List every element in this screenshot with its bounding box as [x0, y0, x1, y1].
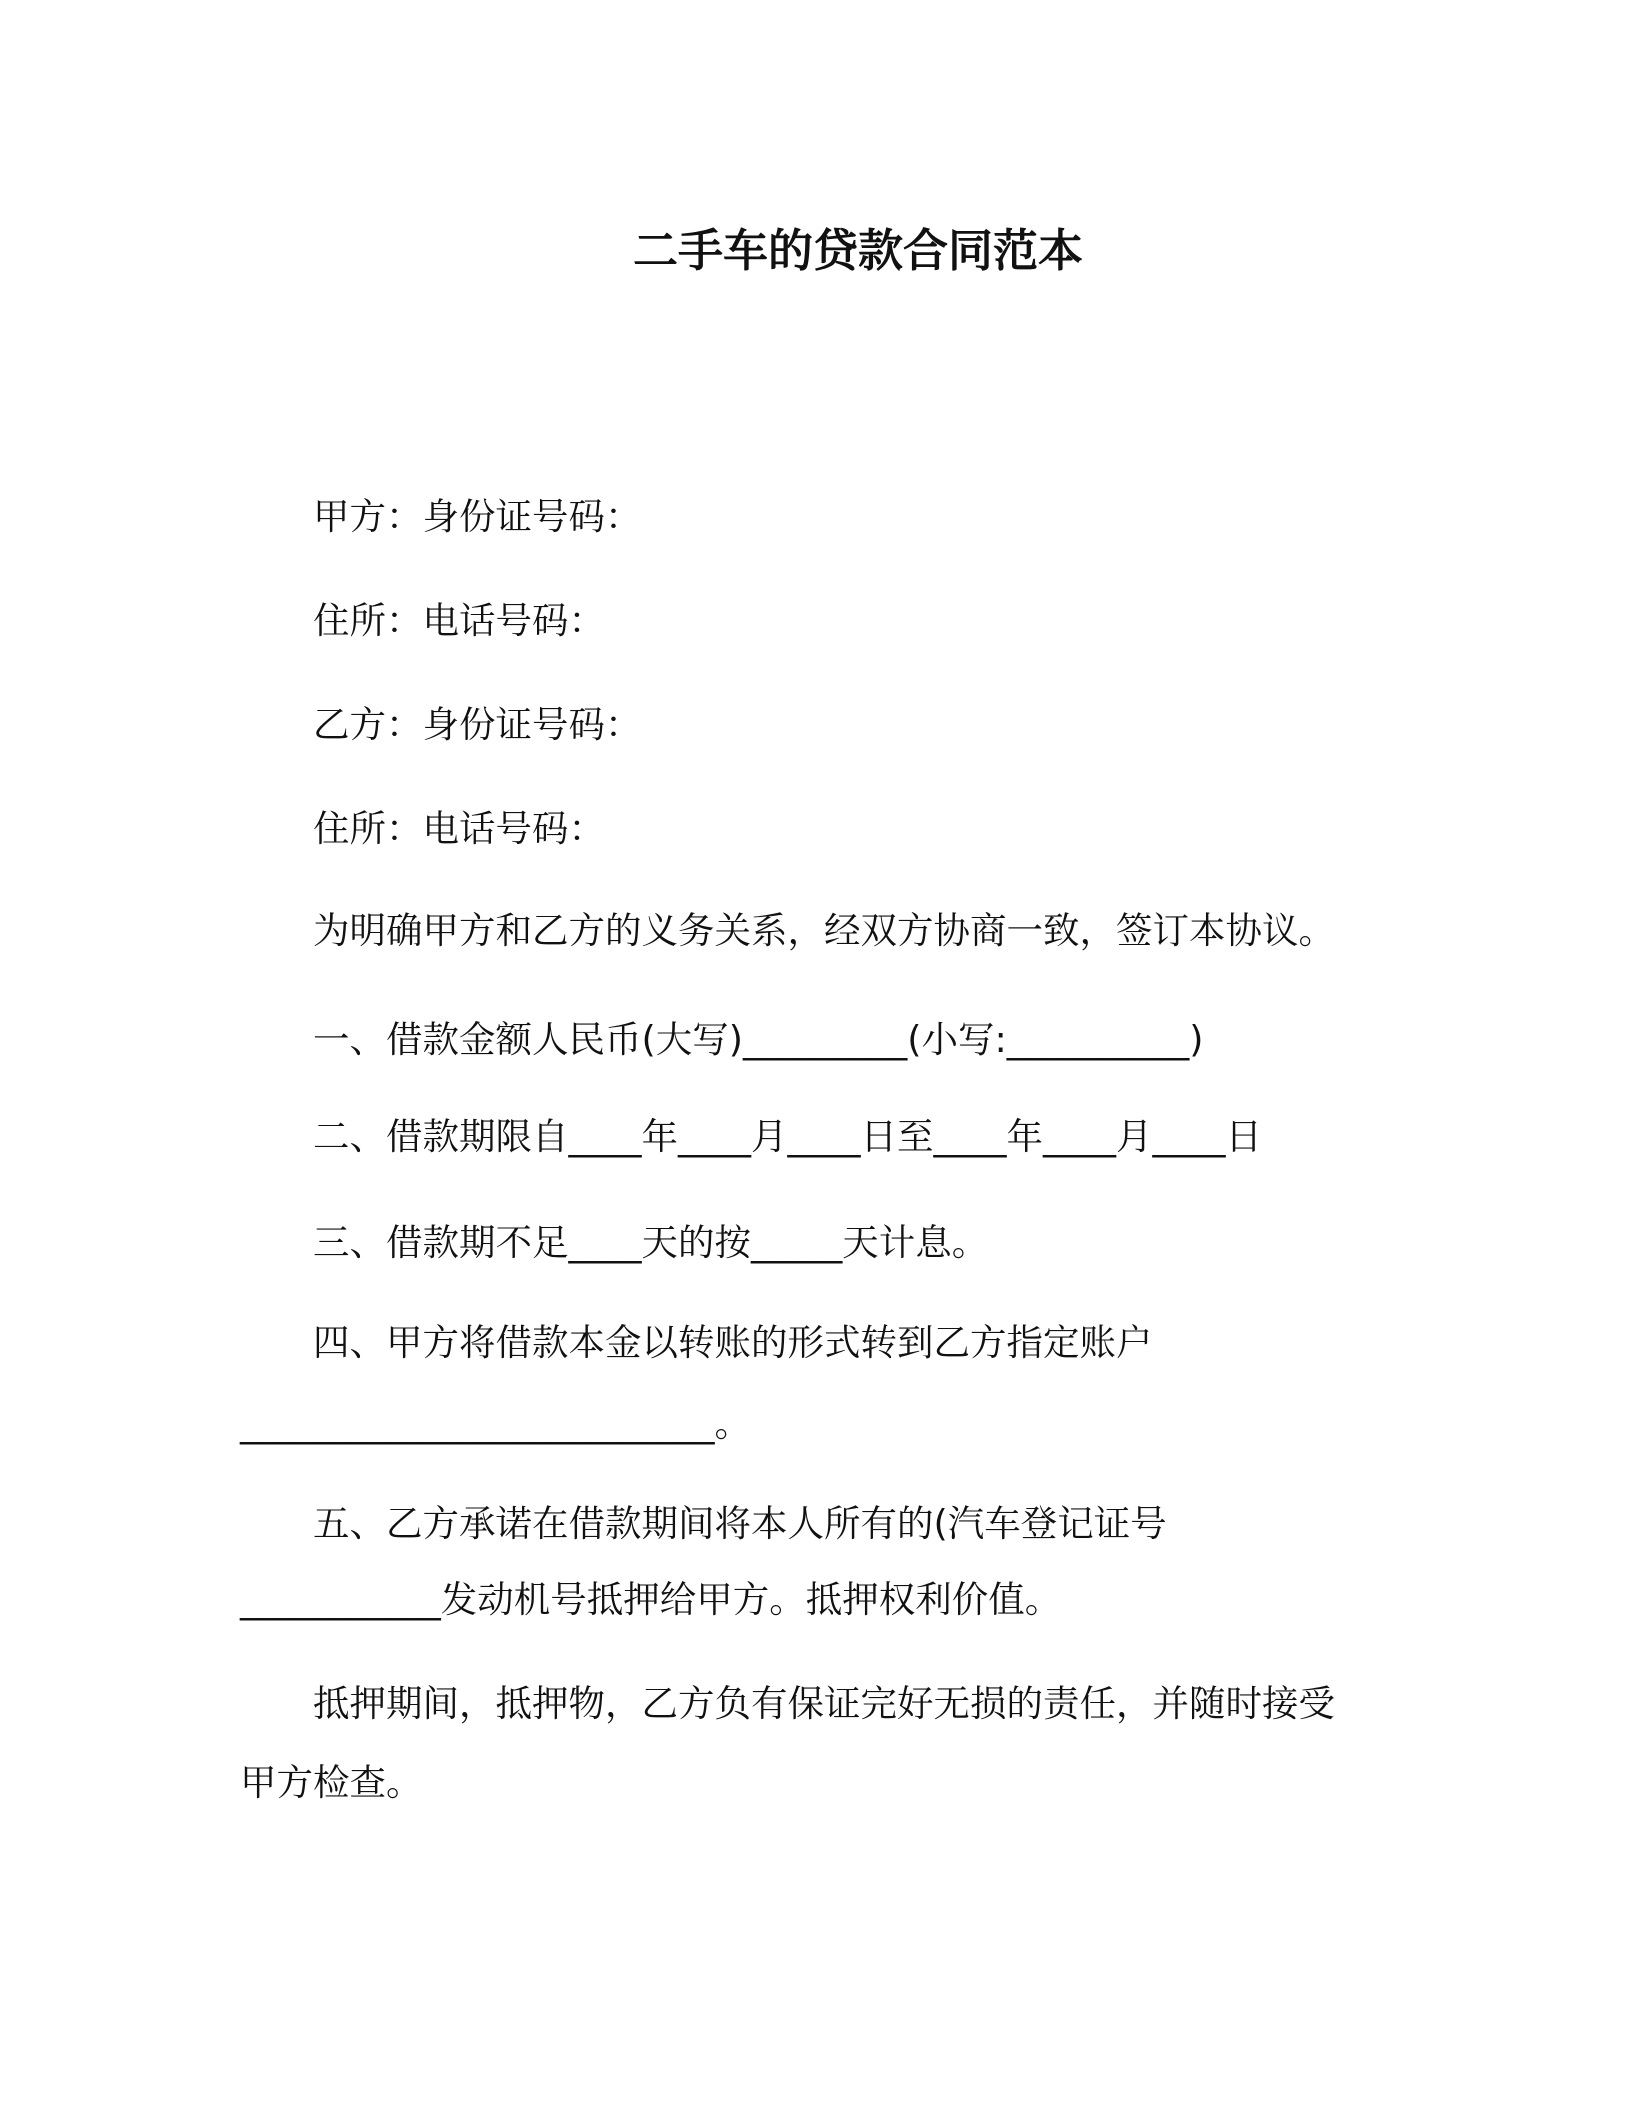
clause-4-transfer-line: 四、甲方将借款本金以转账的形式转到乙方指定账户: [313, 1321, 1153, 1364]
party-b-id-line: 乙方：身份证号码：: [313, 703, 642, 746]
clause-5-engine-number-line: ___________发动机号抵押给甲方。抵押权利价值。: [240, 1578, 1062, 1621]
party-a-address-line: 住所：电话号码：: [313, 599, 605, 642]
clause-2-loan-term: 二、借款期限自____年____月____日至____年____月____日: [313, 1115, 1262, 1158]
clause-1-loan-amount: 一、借款金额人民币(大写)_________(小写:__________): [313, 1018, 1204, 1061]
document-title: 二手车的贷款合同范本: [633, 224, 1084, 277]
pledge-duty-line: 抵押期间，抵押物，乙方负有保证完好无损的责任，并随时接受: [313, 1682, 1335, 1725]
preamble-paragraph: 为明确甲方和乙方的义务关系，经双方协商一致，签订本协议。: [313, 909, 1335, 952]
pledge-duty-continuation-line: 甲方检查。: [240, 1761, 423, 1804]
party-a-id-line: 甲方：身份证号码：: [313, 495, 642, 538]
clause-4-account-blank-line: __________________________。: [240, 1402, 751, 1445]
clause-5-pledge-line: 五、乙方承诺在借款期间将本人所有的(汽车登记证号: [313, 1502, 1167, 1545]
party-b-address-line: 住所：电话号码：: [313, 807, 605, 850]
clause-3-interest-calculation: 三、借款期不足____天的按_____天计息。: [313, 1221, 989, 1264]
